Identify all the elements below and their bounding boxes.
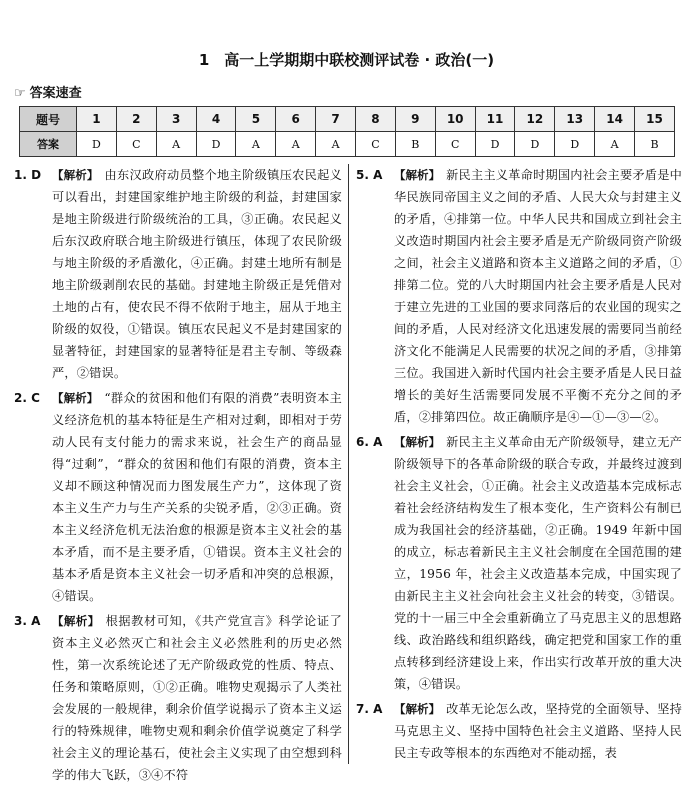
explanation-item [356, 164, 682, 428]
pointing-hand-icon: ☞ [14, 86, 26, 101]
page-title: 1 高一上学期期中联校测评试卷 · 政治(一) [198, 51, 495, 69]
question-number-cell: 5 [236, 107, 276, 132]
column-divider [348, 164, 349, 764]
answer-cell: A [316, 132, 356, 157]
answer-cell: C [356, 132, 396, 157]
right-column [356, 164, 682, 767]
answer-table [19, 106, 675, 157]
answer-label: 答案 [20, 132, 77, 157]
question-answer-label: 6. A [356, 435, 383, 449]
answer-row [20, 132, 675, 157]
explanation-text: “群众的贫困和他们有限的消费”表明资本主义经济危机的基本特征是生产相对过剩，即相对于劳动人民有支付能力的需求来说，社会生产的商品显得“过剩”，“群众的贫困和他们有限的消费，资本主义却不顾这种情况而力图发展生产力”，这体现了资本主义生产力与生产关系的尖锐矛盾，②③正确。资本主义经济危机无法治愈的根源是资本主义社会的基本矛盾，而不是主要矛盾，①错误。资本主义社会的基本矛盾是资本主义社会一切矛盾和冲突的总根源，④错误。 [52, 391, 342, 603]
answer-cell: D [555, 132, 595, 157]
answer-quick-check-heading [14, 82, 82, 101]
answer-cell: D [515, 132, 555, 157]
explanation-text: 新民主主义革命时期国内社会主要矛盾是中华民族同帝国主义之间的矛盾、人民大众与封建主义的矛盾，④排第一位。中华人民共和国成立到社会主义改造时期国内社会主要矛盾是无产阶级同资产阶级之间，社会主义道路和资本主义道路之间的矛盾，①排第二位。党的八大时期国内社会主要矛盾是人民对于建立先进的工业国的要求同落后的农业国的现实之间的矛盾，人民对经济文化迅速发展的需要同当前经济文化不能满足人民需要的状况之间的矛盾，③排第三位。我国进入新时代国内社会主要矛盾是人民日益增长的美好生活需要同发展不平衡不充分之间的矛盾，②排第四位。故正确顺序是④—①—③—②。 [394, 168, 682, 424]
explanation-text: 新民主主义革命由无产阶级领导，建立无产阶级领导下的各革命阶级的联合专政，并最终过渡到社会主义社会，①正确。社会主义改造基本完成标志着社会经济结构发生了根本变化，生产资料公有制已成为我国社会的经济基础，②正确。1949 年新中国的成立，标志着新民主主义社会制度在全国范围的建立，1956 年，社会主义改造基本完成，中国实现了由新民主主义社会向社会主义社会的转变，③错误。党的十一届三中全会重新确立了马克思主义的思想路线、政治路线和组织路线，确定把党和国家工作的重点转移到经济建设上来，作出实行改革开放的重大决策，④错误。 [394, 435, 682, 691]
analysis-tag: 【解析】 [394, 435, 441, 449]
question-number-cell: 12 [515, 107, 555, 132]
analysis-tag: 【解析】 [52, 614, 100, 628]
answer-cell: B [395, 132, 435, 157]
question-number-cell: 8 [356, 107, 396, 132]
answer-cell: A [236, 132, 276, 157]
question-answer-label: 3. A [14, 614, 41, 628]
question-number-cell: 15 [635, 107, 675, 132]
question-number-cell: 13 [555, 107, 595, 132]
explanation-text: 由东汉政府动员整个地主阶级镇压农民起义可以看出，封建国家维护地主阶级的利益，封建国家是地主阶级进行阶级统治的工具，③正确。农民起义后东汉政府联合地主阶级进行镇压，体现了农民阶级与地主阶级的矛盾激化，④正确。封建土地所有制是地主阶级剥削农民的基础。封建地主阶级正是凭借对土地的占有，使农民不得不依附于地主，屈从于地主阶级的奴役，①错误。镇压农民起义不是封建国家的显著特征，封建国家的显著特征是君主专制、等级森严，②错误。 [52, 168, 342, 380]
question-answer-label: 5. A [356, 168, 383, 182]
analysis-tag: 【解析】 [52, 168, 99, 182]
answer-cell: C [116, 132, 156, 157]
left-column [14, 164, 342, 789]
question-answer-label: 7. A [356, 702, 383, 716]
analysis-tag: 【解析】 [52, 391, 99, 405]
question-number-row [20, 107, 675, 132]
question-number-cell: 3 [156, 107, 196, 132]
header-label: 题号 [20, 107, 77, 132]
answer-cell: C [435, 132, 475, 157]
analysis-tag: 【解析】 [394, 168, 441, 182]
answer-cell: D [196, 132, 236, 157]
explanation-item [356, 431, 682, 695]
question-answer-label: 1. D [14, 168, 42, 182]
question-number-cell: 9 [395, 107, 435, 132]
explanation-text: 改革无论怎么改，坚持党的全面领导、坚持马克思主义、坚持中国特色社会主义道路、坚持人民民主专政等根本的东西绝对不能动摇，表 [394, 702, 682, 760]
question-number-cell: 14 [595, 107, 635, 132]
question-number-cell: 6 [276, 107, 316, 132]
question-number-cell: 1 [77, 107, 117, 132]
question-number-cell: 2 [116, 107, 156, 132]
explanation-text: 根据教材可知，《共产党宣言》科学论证了资本主义必然灭亡和社会主义必然胜利的历史必然性，第一次系统论述了无产阶级政党的性质、特点、任务和策略原则，①②正确。唯物史观揭示了人类社会发展的一般规律，剩余价值学说揭示了资本主义运行的特殊规律，唯物史观和剩余价值学说奠定了科学社会主义的理论基石，使社会主义实现了由空想到科学的伟大飞跃，③④不符 [52, 614, 343, 782]
answer-cell: D [77, 132, 117, 157]
answer-cell: A [595, 132, 635, 157]
question-number-cell: 11 [475, 107, 515, 132]
question-answer-label: 2. C [14, 391, 40, 405]
answer-cell: A [276, 132, 316, 157]
explanation-item [356, 698, 682, 764]
question-number-cell: 7 [316, 107, 356, 132]
section-label: 答案速查 [29, 86, 82, 101]
answer-cell: A [156, 132, 196, 157]
analysis-tag: 【解析】 [394, 702, 441, 716]
answer-cell: D [475, 132, 515, 157]
answer-cell: B [635, 132, 675, 157]
explanation-item [14, 610, 342, 786]
question-number-cell: 4 [196, 107, 236, 132]
question-number-cell: 10 [435, 107, 475, 132]
explanation-item [14, 387, 342, 607]
explanation-item [14, 164, 342, 384]
